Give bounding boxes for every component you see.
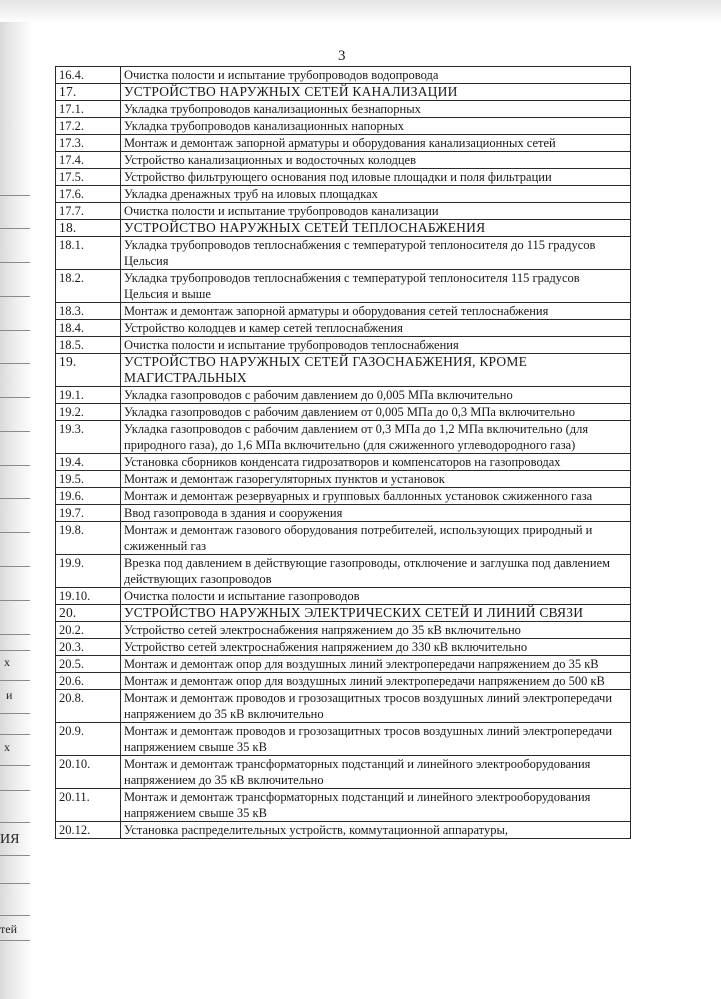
table-row — [56, 454, 631, 471]
row-number: 19.3. — [56, 421, 121, 454]
row-text: Укладка трубопроводов теплоснабжения с температурой теплоносителя 115 градусов Цельсия и выше — [121, 270, 631, 303]
row-number: 20.11. — [56, 789, 121, 822]
row-text: Укладка трубопроводов теплоснабжения с температурой теплоносителя до 115 градусов Цельсия — [121, 237, 631, 270]
row-number: 20. — [56, 605, 121, 622]
table-row — [56, 118, 631, 135]
row-number: 17.6. — [56, 186, 121, 203]
table-row — [56, 169, 631, 186]
row-number: 18.5. — [56, 337, 121, 354]
row-text: Монтаж и демонтаж опор для воздушных линий электропередачи напряжением до 35 кВ — [121, 656, 631, 673]
section-title: УСТРОЙСТВО НАРУЖНЫХ ЭЛЕКТРИЧЕСКИХ СЕТЕЙ И ЛИНИЙ СВЯЗИ — [121, 605, 631, 622]
table-row — [56, 203, 631, 220]
row-number: 20.12. — [56, 822, 121, 839]
table-row — [56, 522, 631, 555]
row-number: 20.2. — [56, 622, 121, 639]
row-number: 17. — [56, 84, 121, 101]
table-row — [56, 488, 631, 505]
row-text: Установка распределительных устройств, коммутационной аппаратуры, — [121, 822, 631, 839]
row-text: Монтаж и демонтаж проводов и грозозащитных тросов воздушных линий электропередачи напряжением свыше 35 кВ — [121, 723, 631, 756]
row-number: 18.1. — [56, 237, 121, 270]
row-number: 19.10. — [56, 588, 121, 605]
row-text: Укладка газопроводов с рабочим давлением от 0,005 МПа до 0,3 МПа включительно — [121, 404, 631, 421]
row-number: 17.2. — [56, 118, 121, 135]
table-row — [56, 656, 631, 673]
table-row — [56, 186, 631, 203]
row-text: Укладка трубопроводов канализационных напорных — [121, 118, 631, 135]
table-row — [56, 237, 631, 270]
row-text: Монтаж и демонтаж проводов и грозозащитных тросов воздушных линий электропередачи напряжением до 35 кВ включительно — [121, 690, 631, 723]
table-row — [56, 789, 631, 822]
table-row — [56, 421, 631, 454]
row-number: 20.10. — [56, 756, 121, 789]
row-text: Укладка дренажных труб на иловых площадках — [121, 186, 631, 203]
section-title: УСТРОЙСТВО НАРУЖНЫХ СЕТЕЙ ГАЗОСНАБЖЕНИЯ, КРОМЕ МАГИСТРАЛЬНЫХ — [121, 354, 631, 387]
row-text: Монтаж и демонтаж запорной арматуры и оборудования канализационных сетей — [121, 135, 631, 152]
row-text: Врезка под давлением в действующие газопроводы, отключение и заглушка под давлением действующих газопроводов — [121, 555, 631, 588]
table-row — [56, 505, 631, 522]
row-text: Ввод газопровода в здания и сооружения — [121, 505, 631, 522]
row-text: Очистка полости и испытание трубопроводов водопровода — [121, 67, 631, 84]
row-number: 20.3. — [56, 639, 121, 656]
row-text: Устройство канализационных и водосточных колодцев — [121, 152, 631, 169]
row-text: Монтаж и демонтаж запорной арматуры и оборудования сетей теплоснабжения — [121, 303, 631, 320]
margin-fragment: х — [4, 655, 10, 669]
row-number: 20.6. — [56, 673, 121, 690]
page-number: 3 — [338, 48, 346, 64]
table-row — [56, 471, 631, 488]
row-text: Укладка газопроводов с рабочим давлением от 0,3 МПа до 1,2 МПа включительно (для природного газа), до 1,6 МПа включительно (для сжиженного углеводородного газа) — [121, 421, 631, 454]
row-number: 17.4. — [56, 152, 121, 169]
row-number: 19.4. — [56, 454, 121, 471]
table-row — [56, 756, 631, 789]
row-number: 18.4. — [56, 320, 121, 337]
table-row — [56, 673, 631, 690]
table-row — [56, 303, 631, 320]
row-text: Монтаж и демонтаж опор для воздушных линий электропередачи напряжением до 500 кВ — [121, 673, 631, 690]
section-row — [56, 220, 631, 237]
row-number: 20.5. — [56, 656, 121, 673]
row-text: Монтаж и демонтаж резервуарных и групповых баллонных установок сжиженного газа — [121, 488, 631, 505]
row-number: 19.8. — [56, 522, 121, 555]
row-number: 19.2. — [56, 404, 121, 421]
scan-shadow-top — [0, 0, 721, 22]
row-text: Укладка газопроводов с рабочим давлением до 0,005 МПа включительно — [121, 387, 631, 404]
margin-fragment: ИЯ — [0, 832, 20, 847]
row-text: Очистка полости и испытание трубопроводов теплоснабжения — [121, 337, 631, 354]
row-text: Монтаж и демонтаж трансформаторных подстанций и линейного электрооборудования напряжением свыше 35 кВ — [121, 789, 631, 822]
row-number: 19.9. — [56, 555, 121, 588]
section-row — [56, 605, 631, 622]
table-row — [56, 639, 631, 656]
row-text: Монтаж и демонтаж газорегуляторных пунктов и установок — [121, 471, 631, 488]
row-number: 18.3. — [56, 303, 121, 320]
section-row — [56, 354, 631, 387]
section-title: УСТРОЙСТВО НАРУЖНЫХ СЕТЕЙ КАНАЛИЗАЦИИ — [121, 84, 631, 101]
row-number: 19.1. — [56, 387, 121, 404]
row-number: 16.4. — [56, 67, 121, 84]
table-row — [56, 67, 631, 84]
margin-fragment: х — [4, 740, 10, 754]
table-row — [56, 690, 631, 723]
table-row — [56, 588, 631, 605]
row-text: Устройство сетей электроснабжения напряжением до 330 кВ включительно — [121, 639, 631, 656]
row-number: 19.5. — [56, 471, 121, 488]
row-text: Устройство фильтрующего основания под иловые площадки и поля фильтрации — [121, 169, 631, 186]
section-row — [56, 84, 631, 101]
table-row — [56, 270, 631, 303]
table-row — [56, 135, 631, 152]
table-row — [56, 822, 631, 839]
row-number: 19.6. — [56, 488, 121, 505]
margin-fragment: и — [6, 688, 13, 702]
table-row — [56, 555, 631, 588]
row-number: 19. — [56, 354, 121, 387]
row-text: Укладка трубопроводов канализационных безнапорных — [121, 101, 631, 118]
table-row — [56, 387, 631, 404]
row-number: 17.7. — [56, 203, 121, 220]
table-row — [56, 101, 631, 118]
underlying-page-edge — [0, 0, 30, 999]
table-row — [56, 320, 631, 337]
table-row — [56, 337, 631, 354]
table-row — [56, 404, 631, 421]
row-text: Монтаж и демонтаж трансформаторных подстанций и линейного электрооборудования напряжением до 35 кВ включительно — [121, 756, 631, 789]
row-number: 19.7. — [56, 505, 121, 522]
row-text: Очистка полости и испытание трубопроводов канализации — [121, 203, 631, 220]
row-text: Установка сборников конденсата гидрозатворов и компенсаторов на газопроводах — [121, 454, 631, 471]
row-number: 18.2. — [56, 270, 121, 303]
row-number: 20.9. — [56, 723, 121, 756]
row-text: Очистка полости и испытание газопроводов — [121, 588, 631, 605]
table-row — [56, 622, 631, 639]
row-text: Устройство сетей электроснабжения напряжением до 35 кВ включительно — [121, 622, 631, 639]
table-row — [56, 152, 631, 169]
row-text: Монтаж и демонтаж газового оборудования потребителей, использующих природный и сжиженный газ — [121, 522, 631, 555]
table-row — [56, 723, 631, 756]
row-number: 17.5. — [56, 169, 121, 186]
row-number: 17.1. — [56, 101, 121, 118]
row-number: 17.3. — [56, 135, 121, 152]
works-table — [55, 66, 631, 839]
margin-fragment: тей — [0, 922, 17, 936]
section-title: УСТРОЙСТВО НАРУЖНЫХ СЕТЕЙ ТЕПЛОСНАБЖЕНИЯ — [121, 220, 631, 237]
row-number: 18. — [56, 220, 121, 237]
row-text: Устройство колодцев и камер сетей теплоснабжения — [121, 320, 631, 337]
row-number: 20.8. — [56, 690, 121, 723]
